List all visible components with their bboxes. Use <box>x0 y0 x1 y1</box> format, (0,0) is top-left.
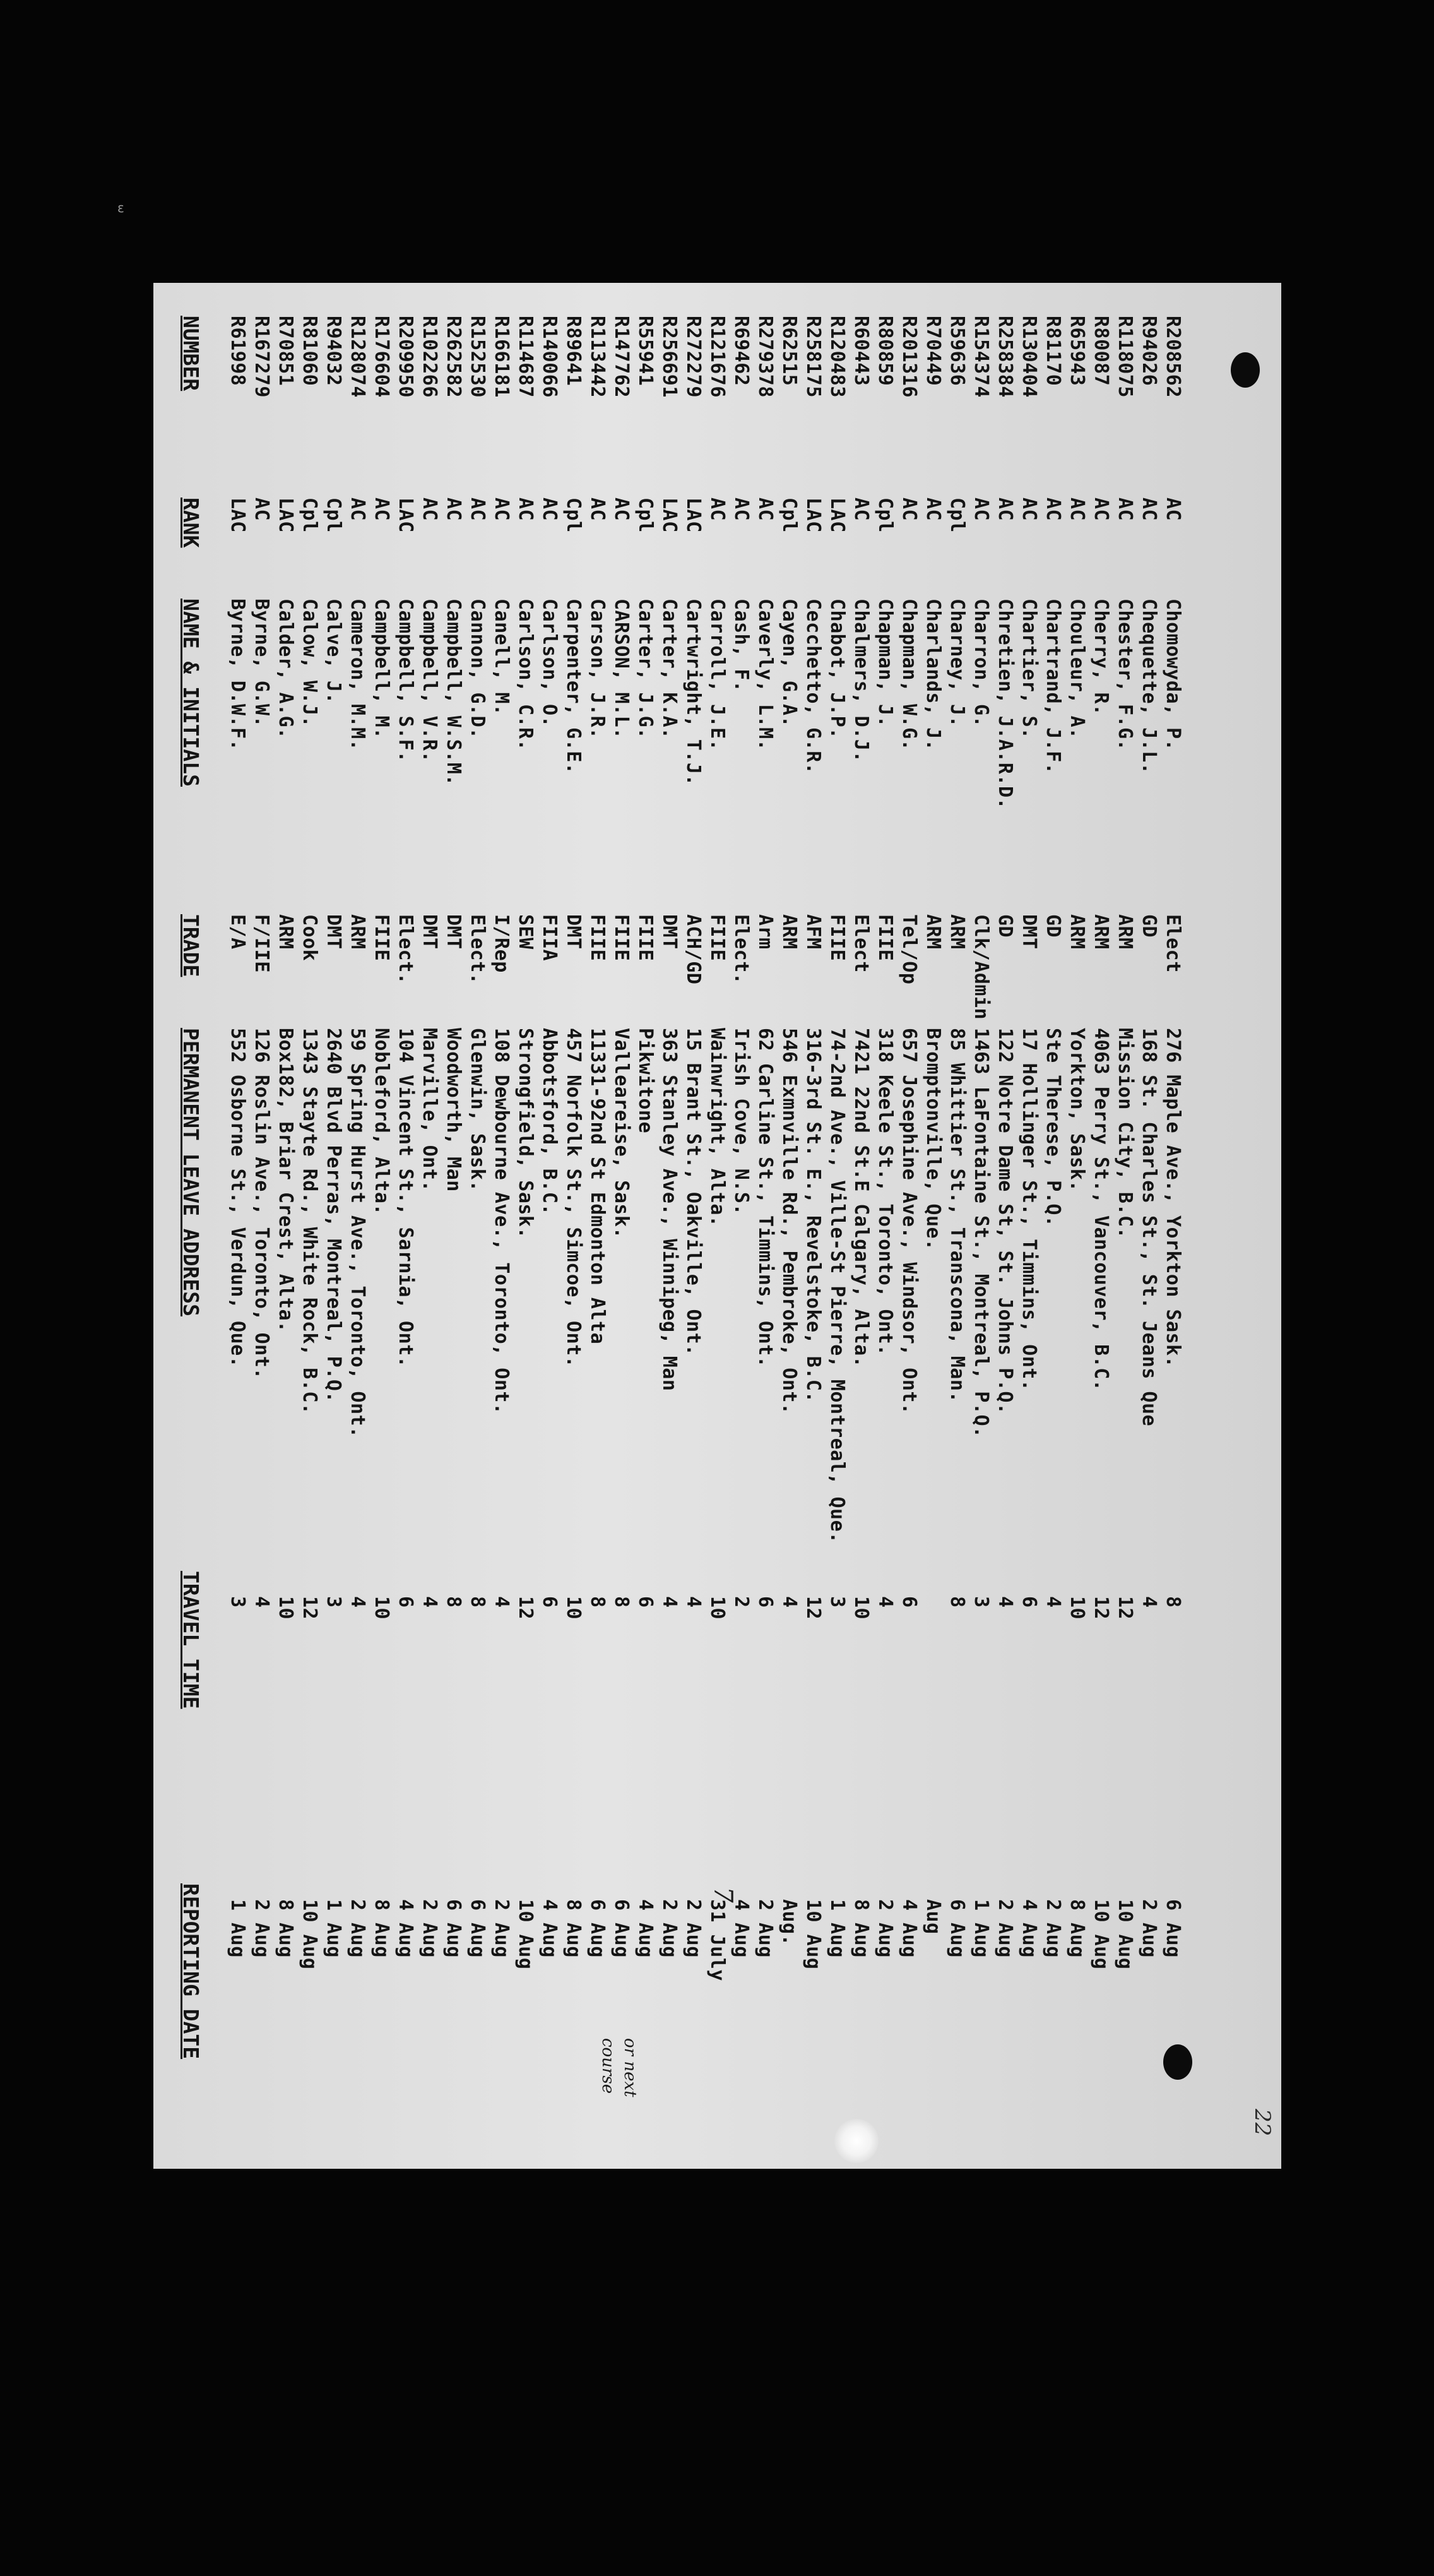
cell-trade: Arm <box>754 914 776 950</box>
cell-name: Carter, J.G. <box>634 599 656 739</box>
cell-number: R118075 <box>1114 316 1136 398</box>
cell-travel-time: 12 <box>514 1596 536 1620</box>
cell-trade: FIIE <box>874 914 896 962</box>
header-number: NUMBER <box>179 316 203 391</box>
handwritten-correction: 7 <box>708 1887 738 1903</box>
cell-travel-time: 8 <box>466 1596 489 1608</box>
cell-name: Cecchetto, G.R. <box>802 599 824 775</box>
cell-name: Carlson, C.R. <box>514 599 536 751</box>
header-name: NAME & INITIALS <box>179 599 203 787</box>
cell-rank: Cpl <box>323 498 345 533</box>
cell-rank: Cpl <box>299 498 321 533</box>
cell-trade: F/IIE <box>251 914 273 973</box>
cell-travel-time: 4 <box>874 1596 896 1608</box>
cell-travel-time: 4 <box>682 1596 704 1608</box>
cell-travel-time: 12 <box>1114 1596 1136 1620</box>
cell-rank: AC <box>706 498 728 522</box>
cell-reporting-date: 2 Aug <box>251 1899 273 1958</box>
cell-address: Valleareise, Sask. <box>610 1028 632 1239</box>
cell-number: R152530 <box>466 316 489 398</box>
cell-trade: Tel/Op <box>898 914 920 985</box>
cell-trade: GD <box>1138 914 1160 938</box>
cell-reporting-date: 10 Aug <box>1090 1899 1112 1970</box>
cell-trade: DMT <box>442 914 465 950</box>
cell-reporting-date: 2 Aug <box>658 1899 680 1958</box>
cell-reporting-date: 6 Aug <box>466 1899 489 1958</box>
cell-name: Cash, F. <box>730 599 752 693</box>
cell-address: Marville, Ont. <box>418 1028 441 1192</box>
cell-trade: ARM <box>275 914 297 950</box>
cell-name: Chequette, J.L. <box>1138 599 1160 775</box>
cell-travel-time: 3 <box>826 1596 848 1608</box>
cell-address: Woodworth, Man <box>442 1028 465 1192</box>
cell-rank: AC <box>1066 498 1088 522</box>
cell-reporting-date: 6 Aug <box>1162 1899 1184 1958</box>
cell-reporting-date: 8 Aug <box>1066 1899 1088 1958</box>
cell-rank: AC <box>251 498 273 522</box>
cell-reporting-date: 8 Aug <box>850 1899 872 1958</box>
cell-address: 276 Maple Ave., Yorkton Sask. <box>1162 1028 1184 1368</box>
cell-rank: AC <box>466 498 489 522</box>
cell-travel-time: 12 <box>802 1596 824 1620</box>
cell-number: R94026 <box>1138 316 1160 386</box>
cell-name: Campbell, V.R. <box>418 599 441 763</box>
cell-reporting-date: 2 Aug <box>1138 1899 1160 1958</box>
cell-trade: ARM <box>946 914 968 950</box>
cell-number: R81170 <box>1042 316 1064 386</box>
cell-number: R69462 <box>730 316 752 386</box>
cell-travel-time: 8 <box>946 1596 968 1608</box>
cell-address: 1343 Stayte Rd., White Rock, B.C. <box>299 1028 321 1415</box>
cell-address: 457 Norfolk St., Simcoe, Ont. <box>562 1028 584 1368</box>
cell-name: Cannon, G.D. <box>466 599 489 739</box>
cell-number: R176604 <box>370 316 393 398</box>
cell-reporting-date: 2 Aug <box>418 1899 441 1958</box>
cell-name: Carter, K.A. <box>658 599 680 739</box>
cell-address: Box182, Briar Crest, Alta. <box>275 1028 297 1333</box>
cell-name: Calve, J. <box>323 599 345 705</box>
cell-reporting-date: 4 Aug <box>394 1899 417 1958</box>
cell-address: 126 Roslin Ave., Toronto, Ont. <box>251 1028 273 1380</box>
cell-travel-time: 3 <box>227 1596 249 1608</box>
cell-name: Carlson, O. <box>538 599 560 728</box>
cell-name: Campbell, M. <box>370 599 393 739</box>
cell-rank: LAC <box>802 498 824 533</box>
cell-number: R258384 <box>994 316 1016 398</box>
cell-name: Caverly, L.M. <box>754 599 776 751</box>
cell-reporting-date: 6 Aug <box>610 1899 632 1958</box>
document-page <box>153 283 1281 2169</box>
cell-trade: ARM <box>922 914 944 950</box>
cell-reporting-date: 2 Aug <box>874 1899 896 1958</box>
cell-address: Irish Cove, N.S. <box>730 1028 752 1215</box>
cell-reporting-date: 1 Aug <box>227 1899 249 1958</box>
cell-travel-time: 2 <box>730 1596 752 1608</box>
cell-address: 11331-92nd St Edmonton Alta <box>586 1028 608 1345</box>
cell-name: Chomowyda, P. <box>1162 599 1184 751</box>
cell-reporting-date: 4 Aug <box>1018 1899 1040 1958</box>
cell-reporting-date: 4 Aug <box>898 1899 920 1958</box>
cell-address: Abbotsford, B.C. <box>538 1028 560 1215</box>
cell-rank: AC <box>1018 498 1040 522</box>
cell-travel-time: 4 <box>251 1596 273 1608</box>
cell-reporting-date: 8 Aug <box>370 1899 393 1958</box>
cell-rank: AC <box>586 498 608 522</box>
cell-name: Chapman, J. <box>874 599 896 728</box>
cell-address: 62 Carline St., Timmins, Ont. <box>754 1028 776 1368</box>
cell-name: Chapman, W.G. <box>898 599 920 751</box>
cell-name: Campbell, W.S.M. <box>442 599 465 786</box>
cell-address: 59 Spring Hurst Ave., Toronto, Ont. <box>347 1028 369 1438</box>
cell-travel-time: 8 <box>586 1596 608 1608</box>
cell-travel-time: 8 <box>1162 1596 1184 1608</box>
cell-rank: AC <box>898 498 920 522</box>
cell-trade: ACH/GD <box>682 914 704 985</box>
cell-address: Strongfield, Sask. <box>514 1028 536 1239</box>
cell-address: Nobleford, Alta. <box>370 1028 393 1215</box>
cell-reporting-date: 4 Aug <box>538 1899 560 1958</box>
cell-travel-time: 6 <box>634 1596 656 1608</box>
cell-address: 74-2nd Ave., Ville-St Pierre, Montreal, Que. <box>826 1028 848 1544</box>
cell-name: Cherry, R. <box>1090 599 1112 716</box>
cell-reporting-date: 1 Aug <box>323 1899 345 1958</box>
cell-reporting-date: 10 Aug <box>514 1899 536 1970</box>
cell-number: R65943 <box>1066 316 1088 386</box>
cell-travel-time: 4 <box>347 1596 369 1608</box>
cell-trade: Clk/Admin <box>970 914 992 1020</box>
cell-number: R80087 <box>1090 316 1112 386</box>
cell-number: R130404 <box>1018 316 1040 398</box>
cell-name: Charron, G. <box>970 599 992 728</box>
cell-trade: Elect. <box>466 914 489 985</box>
cell-address: 108 Dewbourne Ave., Toronto, Ont. <box>490 1028 513 1415</box>
cell-trade: FIIE <box>706 914 728 962</box>
cell-address: Mission City, B.C. <box>1114 1028 1136 1239</box>
punch-hole-bottom <box>1163 2044 1192 2080</box>
cell-rank: AC <box>922 498 944 522</box>
handwritten-corner-mark: 22 <box>1250 2109 1275 2137</box>
cell-travel-time: 4 <box>994 1596 1016 1608</box>
cell-number: R70449 <box>922 316 944 386</box>
cell-name: Cayen, G.A. <box>778 599 800 728</box>
cell-name: Cameron, M.M. <box>347 599 369 751</box>
cell-number: R256691 <box>658 316 680 398</box>
cell-number: R102266 <box>418 316 441 398</box>
cell-address: Wainwright, Alta. <box>706 1028 728 1227</box>
cell-name: Calder, A.G. <box>275 599 297 739</box>
cell-rank: Cpl <box>562 498 584 533</box>
cell-reporting-date: 4 Aug <box>634 1899 656 1958</box>
cell-rank: AC <box>754 498 776 522</box>
cell-rank: AC <box>490 498 513 522</box>
cell-number: R208562 <box>1162 316 1184 398</box>
cell-address: 104 Vincent St., Sarnia, Ont. <box>394 1028 417 1368</box>
cell-rank: AC <box>347 498 369 522</box>
cell-name: Chalmers, D.J. <box>850 599 872 763</box>
cell-number: R61998 <box>227 316 249 386</box>
cell-name: Calow, W.J. <box>299 599 321 728</box>
cell-name: Carpenter, G.E. <box>562 599 584 775</box>
cell-number: R167279 <box>251 316 273 398</box>
cell-name: Chester, F.G. <box>1114 599 1136 751</box>
cell-address: 657 Josephine Ave., Windsor, Ont. <box>898 1028 920 1415</box>
handwritten-note-2: course <box>598 2038 617 2094</box>
cell-reporting-date: Aug. <box>778 1899 800 1947</box>
cell-number: R55941 <box>634 316 656 386</box>
cell-rank: AC <box>1138 498 1160 522</box>
cell-name: Byrne, D.W.F. <box>227 599 249 751</box>
cell-travel-time: 6 <box>538 1596 560 1608</box>
cell-rank: LAC <box>682 498 704 533</box>
cell-number: R62515 <box>778 316 800 386</box>
cell-rank: AC <box>1042 498 1064 522</box>
cell-trade: FIIE <box>370 914 393 962</box>
cell-trade: SEW <box>514 914 536 950</box>
cell-trade: Elect <box>1162 914 1184 973</box>
cell-number: R120483 <box>826 316 848 398</box>
cell-travel-time: 6 <box>394 1596 417 1608</box>
cell-number: R258175 <box>802 316 824 398</box>
cell-address: Pikwitone <box>634 1028 656 1134</box>
cell-number: R60443 <box>850 316 872 386</box>
cell-address: 363 Stanley Ave., Winnipeg, Man <box>658 1028 680 1392</box>
cell-reporting-date: 2 Aug <box>1042 1899 1064 1958</box>
cell-travel-time: 10 <box>370 1596 393 1620</box>
cell-name: Carson, J.R. <box>586 599 608 739</box>
cell-travel-time: 10 <box>1066 1596 1088 1620</box>
cell-travel-time: 8 <box>442 1596 465 1608</box>
cell-number: R81060 <box>299 316 321 386</box>
cell-name: CARSON, M.L. <box>610 599 632 739</box>
cell-travel-time: 4 <box>418 1596 441 1608</box>
cell-travel-time: 12 <box>299 1596 321 1620</box>
cell-number: R262582 <box>442 316 465 398</box>
cell-address: Glenwin, Sask. <box>466 1028 489 1192</box>
cell-travel-time: 4 <box>658 1596 680 1608</box>
cell-name: Cartwright, T.J. <box>682 599 704 786</box>
cell-number: R94032 <box>323 316 345 386</box>
cell-trade: I/Rep <box>490 914 513 973</box>
film-edge-mark: ε <box>117 200 124 215</box>
cell-reporting-date: 10 Aug <box>299 1899 321 1970</box>
cell-trade: Cook <box>299 914 321 962</box>
cell-rank: Cpl <box>778 498 800 533</box>
cell-trade: FIIE <box>634 914 656 962</box>
cell-address: 4063 Perry St., Vancouver, B.C. <box>1090 1028 1112 1392</box>
cell-address: 318 Keele St., Toronto, Ont. <box>874 1028 896 1356</box>
cell-rank: LAC <box>394 498 417 533</box>
cell-rank: Cpl <box>946 498 968 533</box>
cell-number: R201316 <box>898 316 920 398</box>
cell-travel-time: 8 <box>610 1596 632 1608</box>
cell-travel-time: 10 <box>562 1596 584 1620</box>
cell-reporting-date: 8 Aug <box>562 1899 584 1958</box>
cell-trade: FIIE <box>586 914 608 962</box>
cell-rank: AC <box>442 498 465 522</box>
cell-name: Charney, J. <box>946 599 968 728</box>
cell-reporting-date: 2 Aug <box>994 1899 1016 1958</box>
cell-address: 85 Whittier St., Transcona, Man. <box>946 1028 968 1403</box>
cell-reporting-date: 1 Aug <box>970 1899 992 1958</box>
cell-name: Chretien, J.A.R.D. <box>994 599 1016 810</box>
cell-number: R113442 <box>586 316 608 398</box>
cell-address: 17 Hollinger St., Timmins, Ont. <box>1018 1028 1040 1392</box>
cell-rank: LAC <box>275 498 297 533</box>
cell-address: 7421 22nd St.E Calgary, Alta. <box>850 1028 872 1368</box>
film-glare <box>834 2119 879 2163</box>
cell-trade: DMT <box>323 914 345 950</box>
cell-name: Chouleur, A. <box>1066 599 1088 739</box>
cell-number: R140066 <box>538 316 560 398</box>
cell-rank: AC <box>850 498 872 522</box>
cell-rank: LAC <box>227 498 249 533</box>
cell-number: R128074 <box>347 316 369 398</box>
cell-travel-time: 12 <box>1090 1596 1112 1620</box>
cell-number: R147762 <box>610 316 632 398</box>
cell-reporting-date: 10 Aug <box>1114 1899 1136 1970</box>
cell-address: 316-3rd St. E., Revelstoke, B.C. <box>802 1028 824 1403</box>
cell-address: 168 St. Charles St., St. Jeans Que <box>1138 1028 1160 1427</box>
cell-rank: AC <box>1162 498 1184 522</box>
cell-rank: AC <box>970 498 992 522</box>
cell-number: R209950 <box>394 316 417 398</box>
roster-rows <box>153 283 1281 2169</box>
cell-rank: AC <box>418 498 441 522</box>
cell-trade: FIIE <box>610 914 632 962</box>
cell-rank: Cpl <box>874 498 896 533</box>
cell-name: Chartier, S. <box>1018 599 1040 739</box>
cell-travel-time: 3 <box>323 1596 345 1608</box>
cell-reporting-date: 6 Aug <box>946 1899 968 1958</box>
cell-reporting-date: 31 July <box>706 1899 728 1981</box>
cell-trade: Elect. <box>730 914 752 985</box>
cell-trade: ARM <box>347 914 369 950</box>
cell-travel-time: 10 <box>850 1596 872 1620</box>
cell-number: R166181 <box>490 316 513 398</box>
cell-number: R154374 <box>970 316 992 398</box>
cell-number: R114687 <box>514 316 536 398</box>
cell-rank: LAC <box>658 498 680 533</box>
cell-address: Ste Therese, P.Q. <box>1042 1028 1064 1227</box>
cell-reporting-date: 1 Aug <box>826 1899 848 1958</box>
cell-number: R59636 <box>946 316 968 386</box>
cell-rank: AC <box>1114 498 1136 522</box>
cell-name: Byrne, G.W. <box>251 599 273 728</box>
cell-trade: FIIE <box>826 914 848 962</box>
cell-rank: AC <box>730 498 752 522</box>
cell-trade: DMT <box>562 914 584 950</box>
cell-trade: ARM <box>778 914 800 950</box>
cell-rank: AC <box>994 498 1016 522</box>
cell-rank: LAC <box>826 498 848 533</box>
cell-name: Chartrand, J.F. <box>1042 599 1064 775</box>
cell-address: 552 Osborne St., Verdun, Que. <box>227 1028 249 1368</box>
cell-trade: DMT <box>658 914 680 950</box>
cell-address: 2640 Blvd Perras, Montreal, P.Q. <box>323 1028 345 1403</box>
cell-address: 1463 LaFontaine St., Montreal, P.Q. <box>970 1028 992 1438</box>
cell-trade: DMT <box>418 914 441 950</box>
cell-address: Bromptonville, Que. <box>922 1028 944 1251</box>
cell-number: R70851 <box>275 316 297 386</box>
cell-trade: AFM <box>802 914 824 950</box>
cell-number: R80859 <box>874 316 896 386</box>
punch-hole-top <box>1231 352 1260 388</box>
cell-travel-time: 6 <box>898 1596 920 1608</box>
cell-trade: ARM <box>1090 914 1112 950</box>
header-travel-time: TRAVEL TIME <box>179 1571 203 1709</box>
header-rank: RANK <box>179 498 203 548</box>
cell-address: 15 Brant St., Oakville, Ont. <box>682 1028 704 1356</box>
cell-rank: AC <box>610 498 632 522</box>
cell-reporting-date: 6 Aug <box>586 1899 608 1958</box>
cell-reporting-date: 10 Aug <box>802 1899 824 1970</box>
header-reporting-date: REPORTING DATE <box>179 1883 203 2060</box>
header-address: PERMANENT LEAVE ADDRESS <box>179 1028 203 1316</box>
header-trade: TRADE <box>179 914 203 977</box>
cell-number: R272279 <box>682 316 704 398</box>
cell-travel-time: 4 <box>1138 1596 1160 1608</box>
cell-travel-time: 3 <box>970 1596 992 1608</box>
cell-reporting-date: 2 Aug <box>682 1899 704 1958</box>
cell-trade: DMT <box>1018 914 1040 950</box>
cell-reporting-date: 2 Aug <box>490 1899 513 1958</box>
cell-trade: GD <box>994 914 1016 938</box>
cell-name: Canell, M. <box>490 599 513 716</box>
rotated-roster <box>153 283 1281 2169</box>
cell-rank: Cpl <box>634 498 656 533</box>
cell-travel-time: 6 <box>754 1596 776 1608</box>
cell-trade: Elect <box>850 914 872 973</box>
cell-name: Charlands, J. <box>922 599 944 751</box>
cell-reporting-date: 6 Aug <box>442 1899 465 1958</box>
cell-number: R279378 <box>754 316 776 398</box>
cell-travel-time: 6 <box>1018 1596 1040 1608</box>
cell-travel-time: 4 <box>1042 1596 1064 1608</box>
cell-rank: AC <box>1090 498 1112 522</box>
cell-travel-time: 4 <box>490 1596 513 1608</box>
cell-travel-time: 4 <box>778 1596 800 1608</box>
cell-reporting-date: 2 Aug <box>754 1899 776 1958</box>
cell-trade: ARM <box>1114 914 1136 950</box>
cell-trade: FIIA <box>538 914 560 962</box>
cell-reporting-date: 8 Aug <box>275 1899 297 1958</box>
cell-rank: AC <box>370 498 393 522</box>
cell-reporting-date: 4 Aug <box>730 1899 752 1958</box>
cell-travel-time: 10 <box>706 1596 728 1620</box>
cell-name: Carroll, J.E. <box>706 599 728 751</box>
cell-number: R121676 <box>706 316 728 398</box>
cell-trade: ARM <box>1066 914 1088 950</box>
cell-trade: E/A <box>227 914 249 950</box>
cell-address: Yorkton, Sask. <box>1066 1028 1088 1192</box>
cell-travel-time: 10 <box>275 1596 297 1620</box>
cell-rank: AC <box>538 498 560 522</box>
cell-reporting-date: Aug <box>922 1899 944 1935</box>
cell-name: Campbell, S.F. <box>394 599 417 763</box>
cell-address: 546 Exmnville Rd., Pembroke, Ont. <box>778 1028 800 1415</box>
cell-reporting-date: 2 Aug <box>347 1899 369 1958</box>
cell-trade: GD <box>1042 914 1064 938</box>
cell-trade: Elect. <box>394 914 417 985</box>
cell-rank: AC <box>514 498 536 522</box>
cell-name: Chabot, J.P. <box>826 599 848 739</box>
cell-address: 122 Notre Dame St, St. Johns P.Q. <box>994 1028 1016 1415</box>
cell-number: R89641 <box>562 316 584 386</box>
handwritten-note-1: or next <box>620 2038 639 2097</box>
